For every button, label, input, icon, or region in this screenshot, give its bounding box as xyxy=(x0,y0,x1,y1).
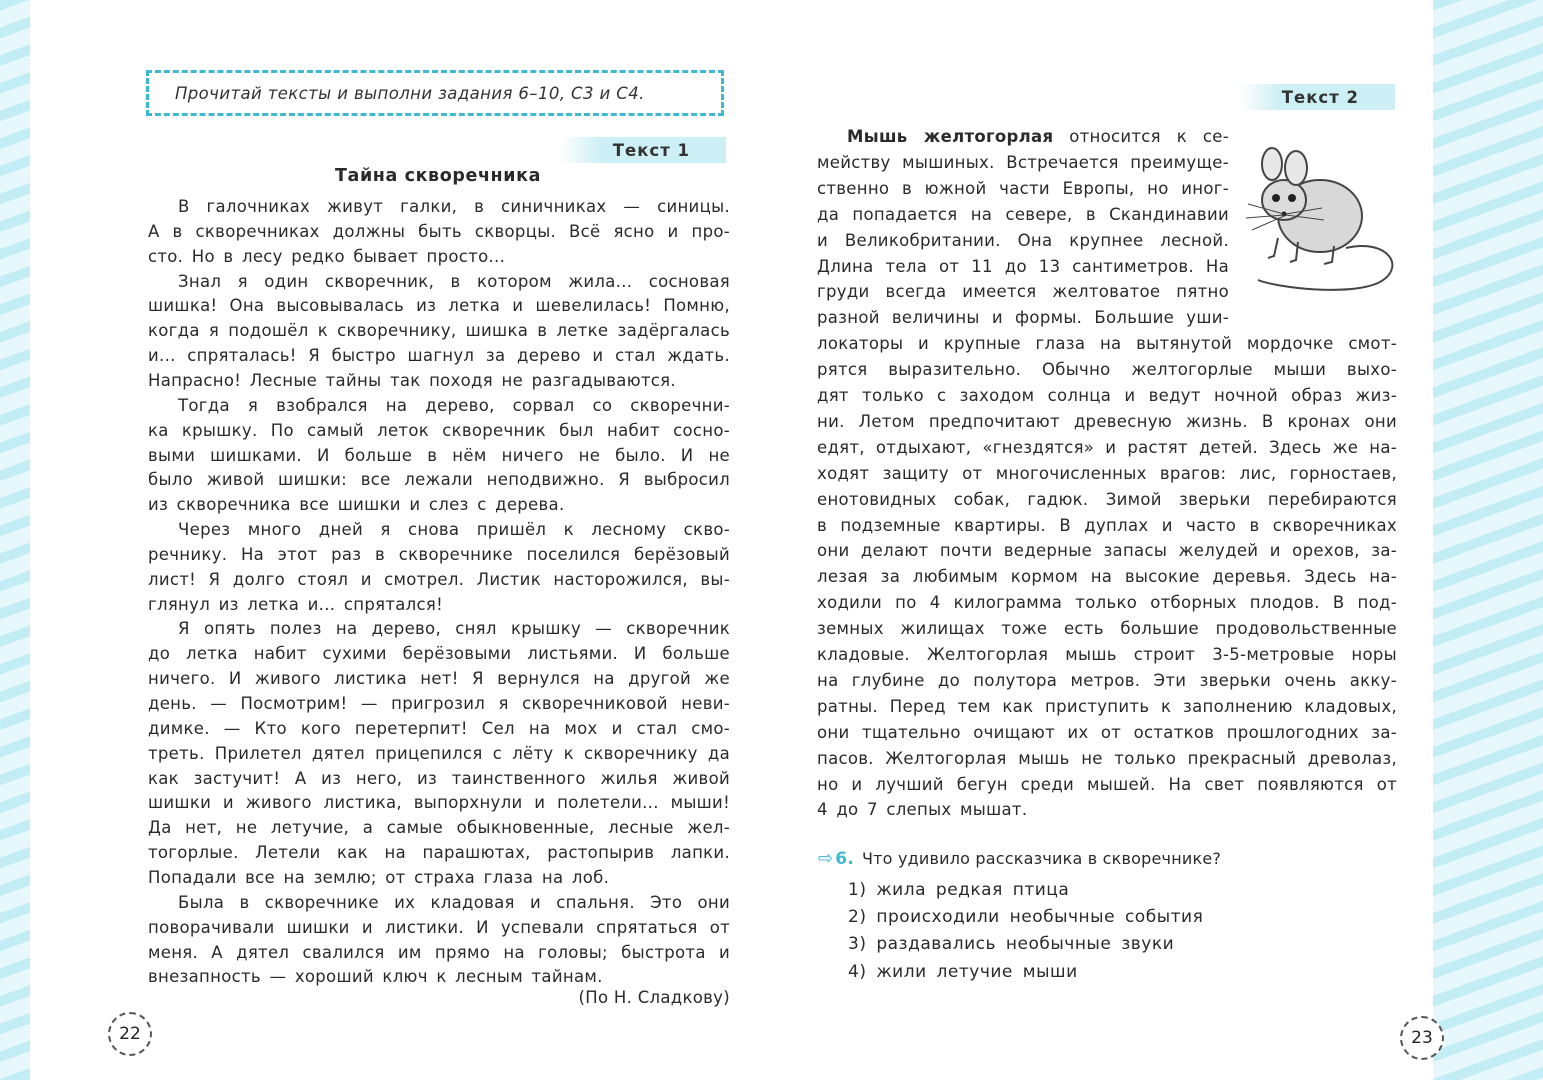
text2-line: дят только с заходом солнца и ведут ночной образ жиз- xyxy=(817,386,1397,405)
text2-tab-label: Текст 2 xyxy=(1281,87,1359,107)
page-number-left-text: 22 xyxy=(119,1024,141,1044)
text1-line: сто. Но в лесу редко бывает просто... xyxy=(148,246,506,266)
text1-line: лист! Я долго стоял и смотрел. Листик насторожился, вы- xyxy=(148,569,730,589)
text2-line: и Великобритании. Она крупнее лесной. xyxy=(817,230,1229,250)
text1-line: Через много дней я снова пришёл к лесному скво- xyxy=(178,520,730,540)
text1-line: ничего. И живого листика нет! Я вернулся на другой же xyxy=(148,669,730,689)
text2-line-text: относится к се- xyxy=(1053,127,1229,146)
answer-option-3[interactable]: 3) раздавались необычные звуки xyxy=(848,934,1175,954)
text1-line: поворачивали шишки и листики. И успевали спрятаться от xyxy=(148,917,730,937)
text2-line: разной величины и формы. Большие уши- xyxy=(817,308,1229,328)
text2-line: енотовидных собак, гадюк. Зимой зверьки перебираются xyxy=(817,489,1397,509)
text1-line: когда я подошёл к скворечнику, шишка в летке задёргалась xyxy=(148,321,730,341)
text2-line xyxy=(847,125,1229,150)
text1-line: Да нет, не летучие, а самые обыкновенные, лесные жел- xyxy=(148,818,730,838)
text1-line: было живой шишки: все лежали неподвижно. Я выбросил xyxy=(148,470,730,490)
text1-line: из скворечника все шишки и слез с дерева. xyxy=(148,495,565,515)
answer-option-4[interactable]: 4) жили летучие мыши xyxy=(848,962,1078,982)
text2-line: едят, отдыхают, «гнездятся» и растят детей. Здесь же на- xyxy=(817,437,1397,457)
instruction-box xyxy=(146,70,724,116)
text2-line: ходят защиту от многочисленных врагов: лис, горностаев, xyxy=(817,463,1397,483)
mouse-illustration xyxy=(1238,138,1396,294)
question-6 xyxy=(818,848,1221,869)
right-decorative-border xyxy=(1433,0,1543,1080)
text1-line: В галочниках живут галки, в синичниках — синицы. xyxy=(178,197,730,216)
text2-line: земных жилищах тоже есть большие продовольственные xyxy=(817,619,1397,639)
instruction-text: Прочитай тексты и выполни задания 6–10, С3 и С4. xyxy=(175,83,645,103)
text1-line: до летка набит сухими берёзовыми листьями. И больше xyxy=(148,644,730,664)
text2-line: мейству мышиных. Встречается преимуще- xyxy=(817,152,1229,172)
text2-line: Длина тела от 11 до 13 сантиметров. На xyxy=(817,256,1229,276)
page-number-left xyxy=(108,1012,152,1056)
text2-tab xyxy=(1240,84,1395,110)
text2-line: да попадается на севере, в Скандинавии xyxy=(817,204,1229,224)
text2-line: пасов. Желтогорлая мышь не только прекрасный древолаз, xyxy=(817,748,1397,768)
text1-line: ка крышку. По самый леток скворечник был набит сосно- xyxy=(148,420,730,440)
arrow-icon: ⇨ xyxy=(818,848,834,869)
text1-line: Тогда я взобрался на дерево, сорвал со скворечни- xyxy=(178,395,730,415)
text2-line: груди всегда имеется желтоватое пятно xyxy=(817,282,1229,302)
text1-line: Напрасно! Лесные тайны так походя не разгадываются. xyxy=(148,370,676,390)
text2-line: но и лучший бегун среди мышей. На свет появляются от xyxy=(817,774,1397,794)
text1-line: и... спряталась! Я быстро шагнул за дерево и стал ждать. xyxy=(148,346,730,366)
text1-line: день. — Посмотрим! — пригрозил я скворечниковой неви- xyxy=(148,694,730,713)
text2-line: лезая за любимым кормом на высокие деревья. Здесь на- xyxy=(817,567,1397,587)
text1-line: шишка! Она высовывалась из летка и шевелилась! Помню, xyxy=(148,296,730,316)
text1-line: А в скворечниках должны быть скворцы. Всё ясно и про- xyxy=(148,221,730,241)
page-number-right xyxy=(1400,1016,1444,1060)
text2-line: в подземные квартиры. В дуплах и часто в скворечниках xyxy=(817,515,1397,535)
text1-line: Попадали все на землю; от страха глаза на лоб. xyxy=(148,867,610,887)
source-attribution: (По Н. Сладкову) xyxy=(578,988,730,1007)
text1-line: внезапность — хороший ключ к лесным тайнам. xyxy=(148,967,603,987)
answer-option-2[interactable]: 2) происходили необычные события xyxy=(848,907,1204,927)
text1-line: Была в скворечнике их кладовая и спальня. Это они xyxy=(178,892,730,912)
text1-line: речнику. На этот раз в скворечнике поселился берёзовый xyxy=(148,544,730,564)
text1-line: выми шишками. И больше в нём ничего не было. И не xyxy=(148,445,730,465)
answer-option-1[interactable]: 1) жила редкая птица xyxy=(848,880,1070,900)
text1-line: меня. А дятел свалился им прямо на головы; быстрота и xyxy=(148,942,730,962)
text2-line: на глубине до полутора метров. Эти зверьки очень акку- xyxy=(817,670,1397,690)
question-text: Что удивило рассказчика в скворечнике? xyxy=(861,849,1222,868)
text1-line: Я опять полез на дерево, снял крышку — скворечник xyxy=(178,619,730,639)
text2-line: 4 до 7 слепых мышат. xyxy=(817,800,1028,820)
left-decorative-border xyxy=(0,0,30,1080)
question-number: 6. xyxy=(835,848,854,869)
text1-line: тогорлые. Летели как на парашютах, растопырив лапки. xyxy=(148,843,730,863)
text1-line: треть. Прилетел дятел прицепился с лёту к скворечнику да xyxy=(148,743,730,763)
text2-lead: Мышь желтогорлая xyxy=(847,127,1054,146)
story-title: Тайна скворечника xyxy=(335,166,541,186)
text1-line: глянул из летка и... спрятался! xyxy=(148,594,443,614)
text2-line: ратны. Перед тем как приступить к заполнению кладовых, xyxy=(817,696,1397,716)
text2-line: ни. Летом предпочитают древесную жизнь. В кронах они xyxy=(817,411,1397,431)
text2-line: ходили по 4 килограмма только отборных плодов. В под- xyxy=(817,593,1397,613)
text1-line: димке. — Кто кого перетерпит! Сел на мох и стал смо- xyxy=(148,718,730,738)
text2-line: кладовые. Желтогорлая мышь строит 3-5-метровые норы xyxy=(817,645,1397,664)
text1-tab xyxy=(560,137,726,163)
text1-line: Знал я один скворечник, в котором жила... сосновая xyxy=(178,271,730,291)
text1-line: шишки и живого листика, выпорхнули и полетели... мыши! xyxy=(148,793,730,813)
mouse-icon xyxy=(1238,138,1396,294)
text1-tab-label: Текст 1 xyxy=(612,140,690,160)
page-number-right-text: 23 xyxy=(1411,1028,1433,1048)
text2-line: локаторы и крупные глаза на вытянутой мордочке смот- xyxy=(817,334,1397,354)
text2-line: рятся выразительно. Обычно желтогорлые мыши выхо- xyxy=(817,360,1397,380)
text2-line: они тщательно очищают их от остатков прошлогодних за- xyxy=(817,722,1397,742)
text2-line: они делают почти ведерные запасы желудей и орехов, за- xyxy=(817,541,1397,561)
text2-line: ственно в южной части Европы, но иног- xyxy=(817,178,1229,198)
text1-line: как застучит! А из него, из таинственного жилья живой xyxy=(148,768,730,788)
